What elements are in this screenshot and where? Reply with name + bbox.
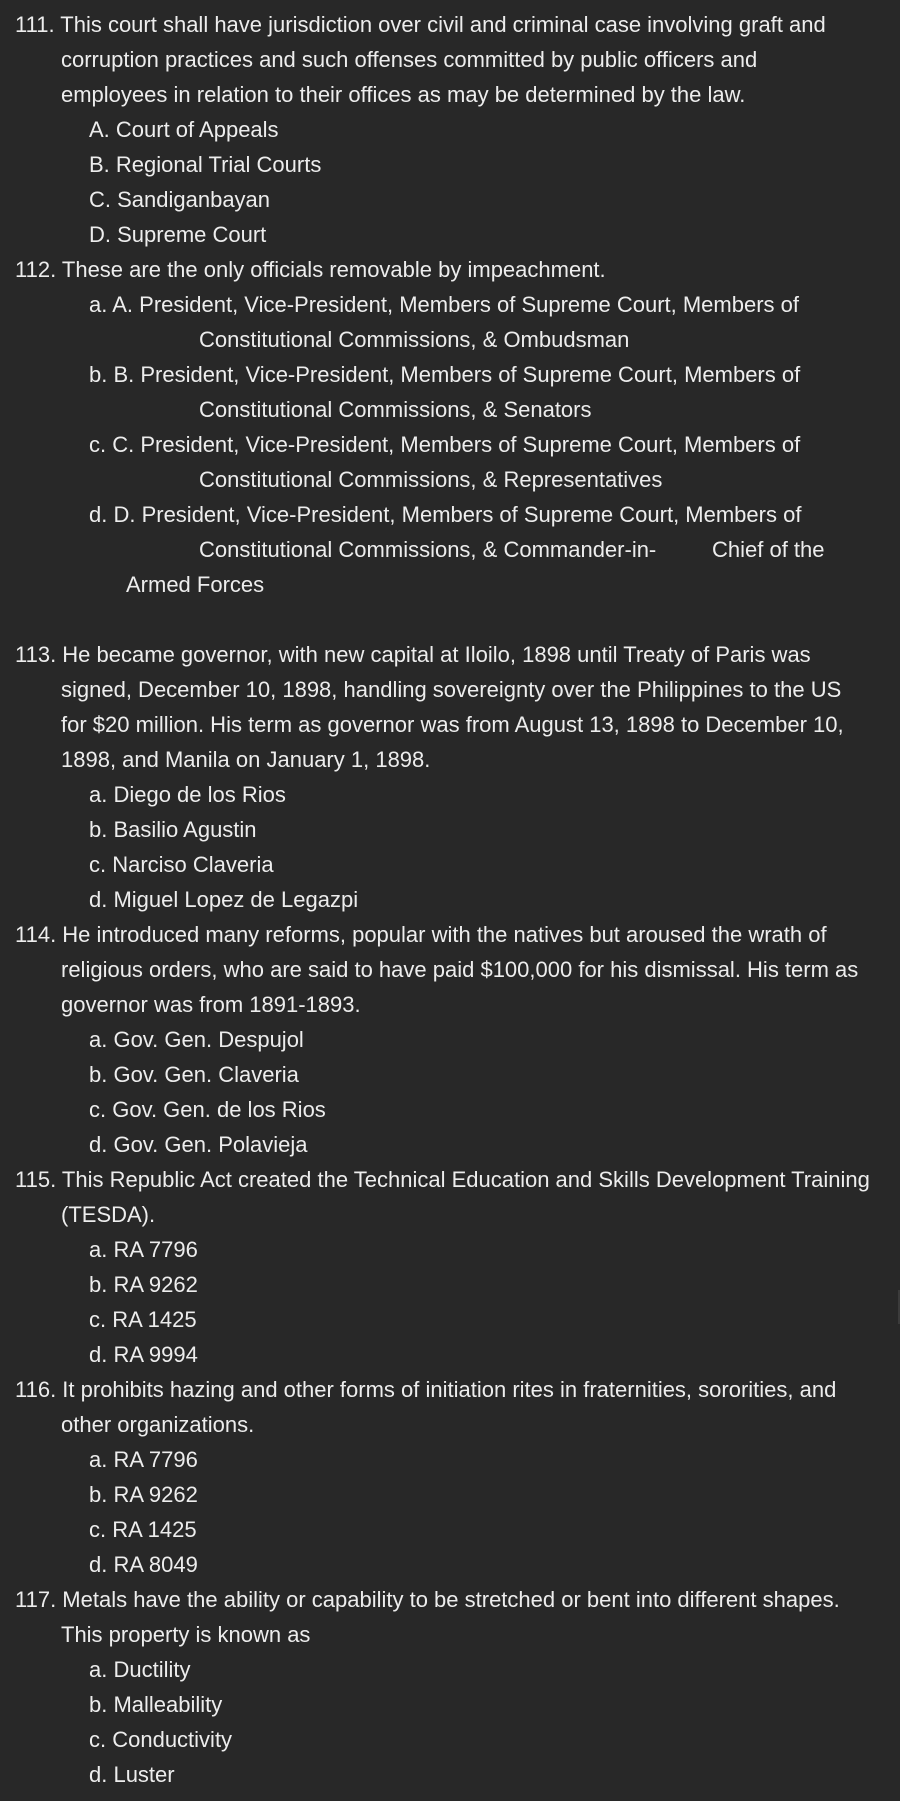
question-117-stem-line-2: This property is known as	[61, 1622, 311, 1647]
question-111-stem-line-2: corruption practices and such offenses committed by public officers and	[61, 47, 758, 72]
question-117-stem-line-1: 117. Metals have the ability or capability to be stretched or bent into different shapes.	[15, 1587, 840, 1612]
question-111-option-c: C. Sandiganbayan	[89, 187, 271, 212]
question-112-option-d-line-2: Constitutional Commissions, & Commander-in-	[199, 537, 657, 562]
question-112-option-d-line-2-tail: Chief of the	[712, 537, 825, 562]
question-117-option-a: a. Ductility	[89, 1657, 191, 1682]
question-111-option-d: D. Supreme Court	[89, 222, 267, 247]
question-115-stem-line-1: 115. This Republic Act created the Technical Education and Skills Development Training	[15, 1167, 870, 1192]
question-115-stem-line-2: (TESDA).	[61, 1202, 156, 1227]
question-116-option-d: d. RA 8049	[89, 1552, 198, 1577]
question-115-option-b: b. RA 9262	[89, 1272, 198, 1297]
question-114-stem-line-2: religious orders, who are said to have paid $100,000 for his dismissal. His term as	[61, 957, 859, 982]
question-114-option-b: b. Gov. Gen. Claveria	[89, 1062, 299, 1087]
question-113-option-c: c. Narciso Claveria	[89, 852, 274, 877]
question-112-option-d-line-1: d. D. President, Vice-President, Members of Supreme Court, Members of	[89, 502, 802, 527]
question-116-option-b: b. RA 9262	[89, 1482, 198, 1507]
question-112-option-a-line-1: a. A. President, Vice-President, Members of Supreme Court, Members of	[89, 292, 800, 317]
question-113-stem-line-1: 113. He became governor, with new capital at Iloilo, 1898 until Treaty of Paris was	[15, 642, 811, 667]
question-113-stem-line-4: 1898, and Manila on January 1, 1898.	[61, 747, 431, 772]
question-114-option-d: d. Gov. Gen. Polavieja	[89, 1132, 308, 1157]
question-111-option-a: A. Court of Appeals	[89, 117, 279, 142]
question-116-option-c: c. RA 1425	[89, 1517, 197, 1542]
question-114-stem-line-1: 114. He introduced many reforms, popular with the natives but aroused the wrath of	[15, 922, 827, 947]
question-117-option-b: b. Malleability	[89, 1692, 223, 1717]
question-112-option-c-line-2: Constitutional Commissions, & Representatives	[199, 467, 663, 492]
question-115-option-d: d. RA 9994	[89, 1342, 198, 1367]
question-111-option-b: B. Regional Trial Courts	[89, 152, 322, 177]
question-113-stem-line-3: for $20 million. His term as governor was from August 13, 1898 to December 10,	[61, 712, 844, 737]
question-114-stem-line-3: governor was from 1891-1893.	[61, 992, 361, 1017]
question-112-option-a-line-2: Constitutional Commissions, & Ombudsman	[199, 327, 630, 352]
question-112-option-c-line-1: c. C. President, Vice-President, Members of Supreme Court, Members of	[89, 432, 801, 457]
question-112-option-b-line-1: b. B. President, Vice-President, Members of Supreme Court, Members of	[89, 362, 801, 387]
question-115-option-a: a. RA 7796	[89, 1237, 198, 1262]
question-113-option-d: d. Miguel Lopez de Legazpi	[89, 887, 359, 912]
question-112-option-d-line-3: Armed Forces	[126, 572, 265, 597]
question-116-option-a: a. RA 7796	[89, 1447, 198, 1472]
question-116-stem-line-1: 116. It prohibits hazing and other forms of initiation rites in fraternities, sororities, and	[15, 1377, 837, 1402]
question-114-option-a: a. Gov. Gen. Despujol	[89, 1027, 304, 1052]
question-116-stem-line-2: other organizations.	[61, 1412, 255, 1437]
question-113-option-b: b. Basilio Agustin	[89, 817, 257, 842]
question-115-option-c: c. RA 1425	[89, 1307, 197, 1332]
question-111-stem-line-3: employees in relation to their offices as may be determined by the law.	[61, 82, 746, 107]
question-117-option-d: d. Luster	[89, 1762, 175, 1787]
question-113-option-a: a. Diego de los Rios	[89, 782, 286, 807]
question-114-option-c: c. Gov. Gen. de los Rios	[89, 1097, 326, 1122]
question-112-option-b-line-2: Constitutional Commissions, & Senators	[199, 397, 592, 422]
question-113-stem-line-2: signed, December 10, 1898, handling sovereignty over the Philippines to the US	[61, 677, 842, 702]
question-117-option-c: c. Conductivity	[89, 1727, 233, 1752]
question-112-stem-line-1: 112. These are the only officials removable by impeachment.	[15, 257, 606, 282]
question-111-stem-line-1: 111. This court shall have jurisdiction over civil and criminal case involving graft and	[15, 12, 826, 37]
